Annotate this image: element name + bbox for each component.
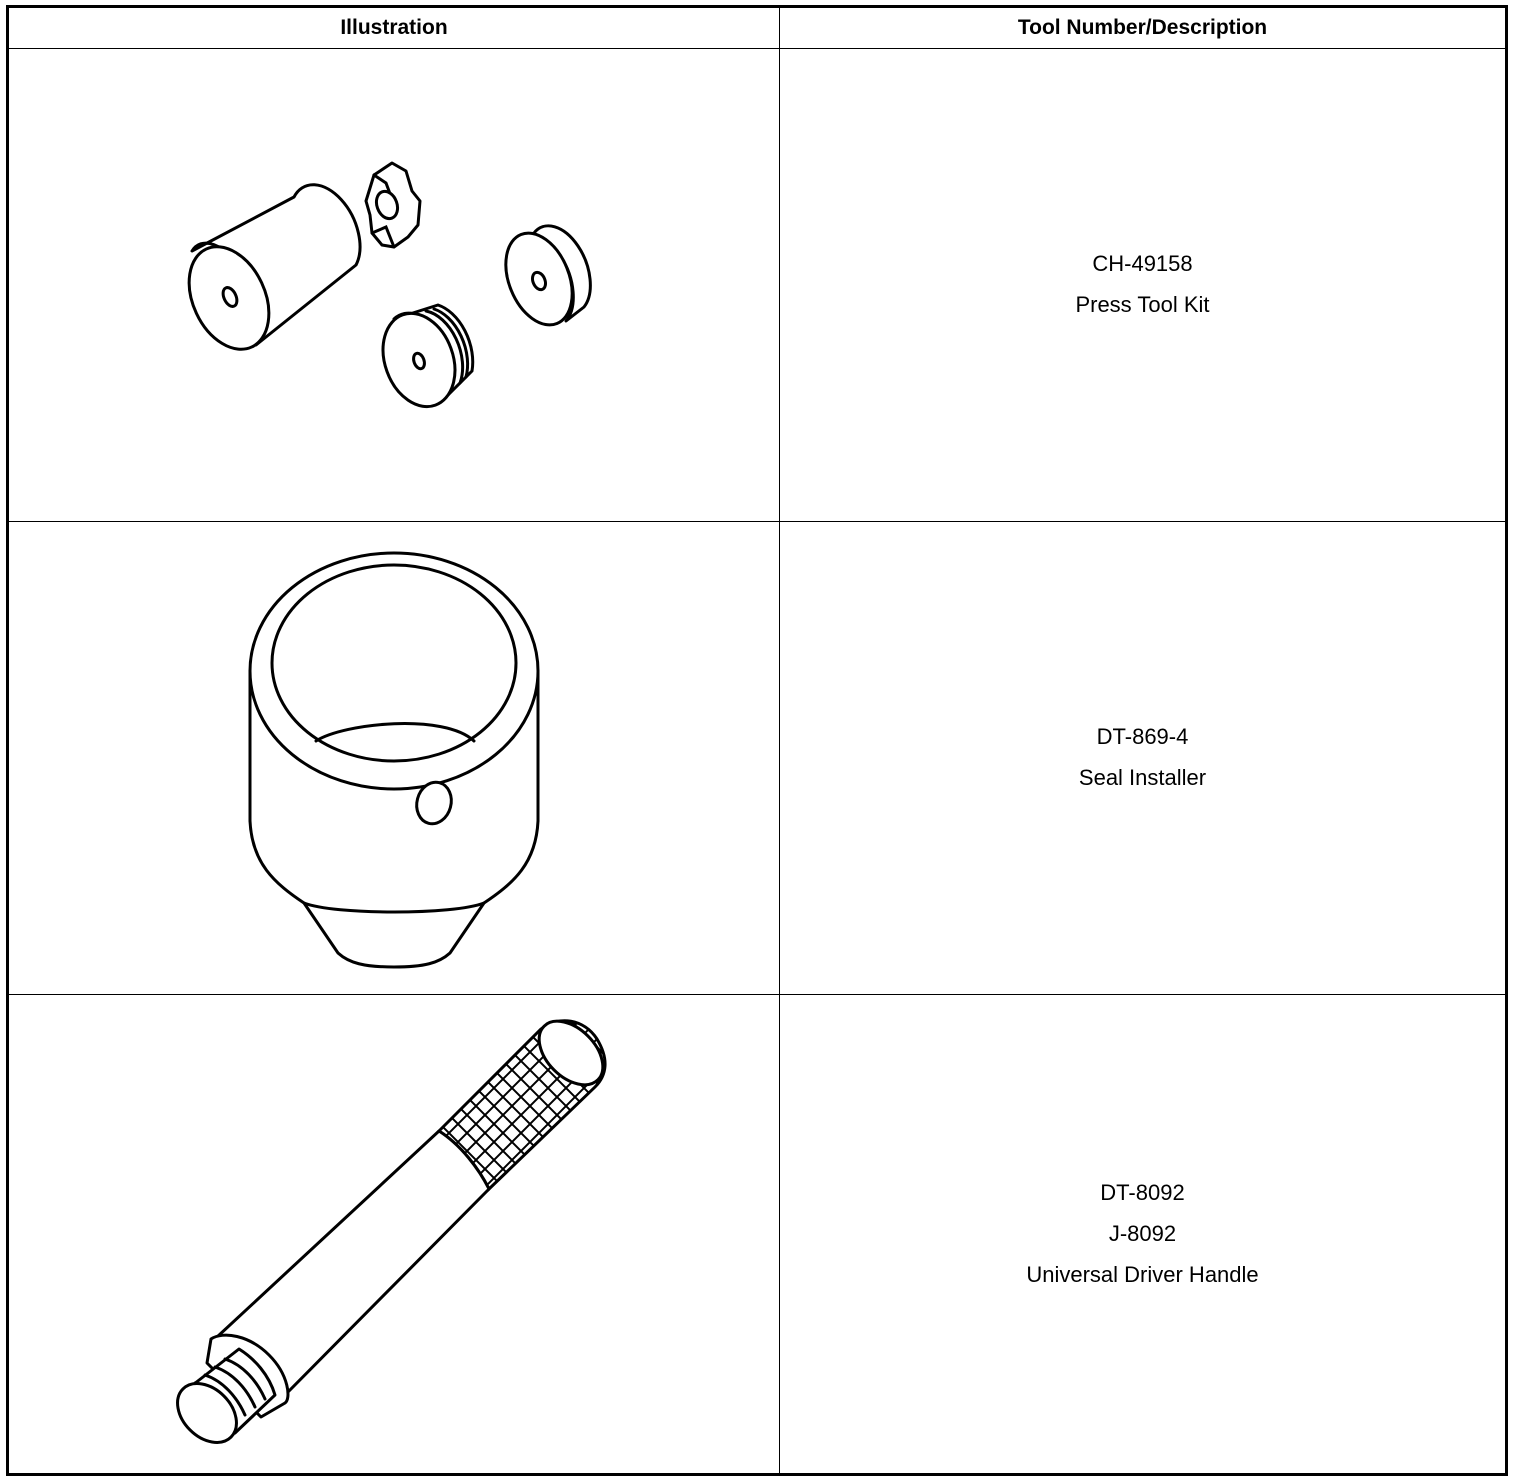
tool-number-alt: J-8092 [1108,1221,1177,1247]
tool-number: DT-869-4 [1096,724,1189,750]
tool-description-cell [780,995,1507,1475]
table-row [8,49,1507,522]
tool-number: CH-49158 [1092,251,1193,277]
header-row [8,7,1507,49]
table-row [8,521,1507,995]
tool-description: Seal Installer [1078,765,1207,791]
illustration-header: Illustration [8,7,780,49]
table-row [8,995,1507,1475]
tool-description-cell [780,49,1507,522]
tool-description: Press Tool Kit [1075,292,1210,318]
tool-number: DT-8092 [1100,1180,1185,1206]
driver-handle-icon [164,1014,624,1454]
illustration-cell [8,521,780,995]
illustration-cell [8,49,780,522]
tool-description-header: Tool Number/Description [780,7,1507,49]
tool-description: Universal Driver Handle [1026,1262,1259,1288]
illustration-cell [8,995,780,1475]
tool-description-cell [780,521,1507,995]
press-tool-kit-icon [174,145,614,425]
special-tools-table [6,5,1508,1476]
seal-installer-icon [234,538,554,978]
